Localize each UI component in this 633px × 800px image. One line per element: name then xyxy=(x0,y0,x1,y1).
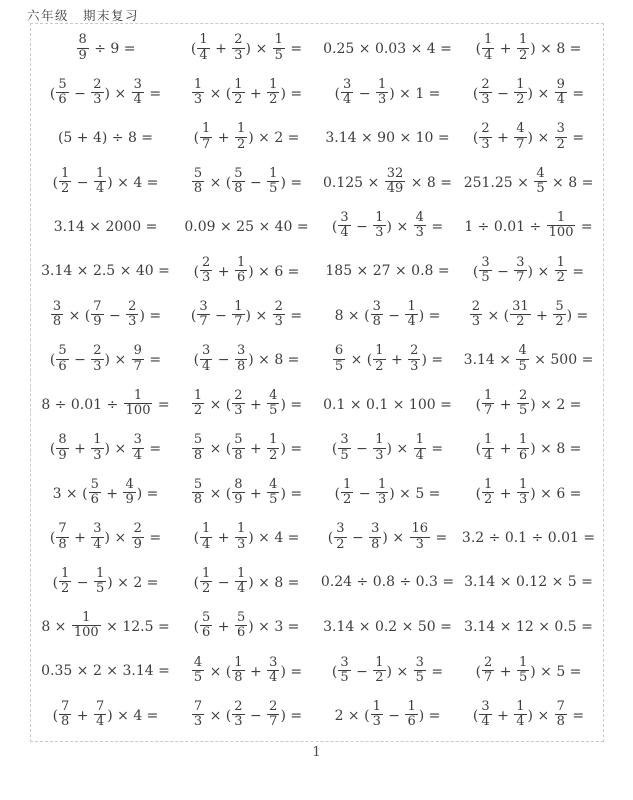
problem-row xyxy=(35,383,599,427)
math-expression: 8 ÷ 0.01 ÷ $\frac{1}{100}$ = xyxy=(41,387,170,419)
math-expression: 3.14 × 2000 = xyxy=(53,218,158,235)
math-expression: $\frac{5}{8}$ × ( $\frac{5}{8}$ + $\frac{1}{2}$ ) = xyxy=(193,432,303,463)
math-expression: ( $\frac{2}{3}$ + $\frac{4}{7}$ ) × $\frac{3}{2}$ = xyxy=(472,121,585,152)
math-expression: 3.14 × 90 × 10 = xyxy=(325,130,450,147)
fraction: $\frac{1}{2}$ xyxy=(518,32,528,63)
fraction: $\frac{1}{3}$ xyxy=(375,432,384,463)
math-expression: 3.14 × 0.2 × 50 = xyxy=(323,618,452,635)
fraction: $\frac{1}{3}$ xyxy=(193,76,203,108)
math-expression: ( $\frac{5}{6}$ + $\frac{5}{6}$ ) × 3 = xyxy=(193,610,300,641)
fraction: $\frac{4}{5}$ xyxy=(536,165,545,197)
fraction: $\frac{1}{4}$ xyxy=(516,698,525,730)
math-expression: ( $\frac{1}{2}$ − $\frac{1}{4}$ ) × 4 = xyxy=(52,165,159,197)
fraction: $\frac{3}{8}$ xyxy=(236,343,246,374)
fraction: $\frac{1}{2}$ xyxy=(343,476,352,508)
problem-row xyxy=(35,249,599,293)
math-expression: ( $\frac{5}{6}$ − $\frac{2}{3}$ ) × $\frac{3}{4}$ = xyxy=(49,76,162,108)
fraction: $\frac{5}{6}$ xyxy=(90,476,99,508)
problems-grid xyxy=(30,23,604,742)
problem-row xyxy=(35,71,599,115)
fraction: $\frac{1}{4}$ xyxy=(484,32,493,63)
fraction: $\frac{7}{8}$ xyxy=(556,698,565,730)
fraction: $\frac{4}{5}$ xyxy=(518,343,527,374)
fraction: $\frac{3}{4}$ xyxy=(93,521,102,552)
math-expression: ( $\frac{3}{4}$ − $\frac{1}{3}$ ) × 1 = xyxy=(334,76,441,108)
fraction: $\frac{1}{6}$ xyxy=(518,432,528,463)
math-expression: ( $\frac{3}{5}$ − $\frac{3}{7}$ ) × $\frac{1}{2}$ = xyxy=(472,254,585,285)
fraction: $\frac{3}{4}$ xyxy=(481,698,490,730)
fraction: $\frac{1}{2}$ xyxy=(556,254,565,285)
problem-row xyxy=(35,160,599,204)
fraction: $\frac{5}{8}$ xyxy=(234,165,243,197)
fraction: $\frac{1}{6}$ xyxy=(407,698,416,730)
math-expression: ( $\frac{2}{7}$ + $\frac{1}{5}$ ) × 5 = xyxy=(475,654,582,685)
math-expression: ( $\frac{5}{6}$ − $\frac{2}{3}$ ) × $\frac{9}{7}$ = xyxy=(49,343,162,374)
fraction: $\frac{1}{100}$ xyxy=(548,210,574,241)
fraction: $\frac{2}{3}$ xyxy=(202,254,211,285)
fraction: $\frac{7}{4}$ xyxy=(95,698,105,730)
fraction: $\frac{2}{3}$ xyxy=(234,32,243,63)
fraction: $\frac{1}{4}$ xyxy=(236,565,246,596)
fraction: $\frac{3}{8}$ xyxy=(371,521,380,552)
fraction: $\frac{3}{7}$ xyxy=(199,299,208,330)
math-expression: ( $\frac{1}{2}$ − $\frac{1}{4}$ ) × 8 = xyxy=(193,565,300,596)
math-expression: 0.09 × 25 × 40 = xyxy=(184,218,309,235)
math-expression: ( $\frac{1}{4}$ + $\frac{1}{6}$ ) × 8 = xyxy=(475,432,582,463)
math-expression: ( $\frac{7}{8}$ + $\frac{7}{4}$ ) × 4 = xyxy=(52,698,159,730)
math-expression: 3.14 × 12 × 0.5 = xyxy=(464,618,593,635)
fraction: $\frac{1}{2}$ xyxy=(269,432,278,463)
fraction: $\frac{3}{4}$ xyxy=(133,432,142,463)
math-expression: 8 × ( $\frac{3}{8}$ − $\frac{1}{4}$ ) = xyxy=(334,299,441,330)
page-number: 1 xyxy=(312,745,321,760)
math-expression: 8 × $\frac{1}{100}$ × 12.5 = xyxy=(41,610,170,641)
fraction: $\frac{32}{49}$ xyxy=(386,165,404,197)
fraction: $\frac{1}{5}$ xyxy=(269,165,278,197)
math-expression: 0.1 × 0.1 × 100 = xyxy=(323,396,452,413)
math-expression: $\frac{4}{5}$ × ( $\frac{1}{8}$ + $\frac{3}{4}$ ) = xyxy=(193,654,303,685)
problem-row xyxy=(35,649,599,693)
fraction: $\frac{9}{4}$ xyxy=(556,76,565,108)
fraction: $\frac{1}{5}$ xyxy=(95,565,105,596)
fraction: $\frac{1}{2}$ xyxy=(234,76,243,108)
problem-row xyxy=(35,338,599,382)
fraction: $\frac{4}{5}$ xyxy=(269,476,278,508)
fraction: $\frac{2}{3}$ xyxy=(471,299,481,330)
math-expression: $\frac{5}{8}$ × ( $\frac{8}{9}$ + $\frac{4}{5}$ ) = xyxy=(193,476,303,508)
fraction: $\frac{3}{5}$ xyxy=(340,654,349,685)
math-expression: 0.24 ÷ 0.8 ÷ 0.3 = xyxy=(320,574,455,591)
fraction: $\frac{7}{9}$ xyxy=(93,299,102,330)
fraction: $\frac{2}{5}$ xyxy=(518,387,528,419)
math-expression: 251.25 × $\frac{4}{5}$ × 8 = xyxy=(463,165,594,197)
math-expression: 0.35 × 2 × 3.14 = xyxy=(41,663,170,680)
problem-row xyxy=(35,27,599,71)
fraction: $\frac{1}{8}$ xyxy=(234,654,243,685)
fraction: $\frac{3}{4}$ xyxy=(340,210,349,241)
fraction: $\frac{4}{3}$ xyxy=(415,210,424,241)
fraction: $\frac{2}{3}$ xyxy=(93,76,102,108)
fraction: $\frac{1}{3}$ xyxy=(236,521,246,552)
problem-row xyxy=(35,605,599,649)
fraction: $\frac{1}{2}$ xyxy=(484,476,493,508)
problem-row xyxy=(35,205,599,249)
fraction: $\frac{6}{5}$ xyxy=(334,343,344,374)
fraction: $\frac{5}{6}$ xyxy=(236,610,246,641)
fraction: $\frac{1}{5}$ xyxy=(518,654,528,685)
math-expression: ( $\frac{3}{5}$ − $\frac{1}{2}$ ) × $\frac{3}{5}$ = xyxy=(331,654,444,685)
fraction: $\frac{2}{7}$ xyxy=(269,698,278,730)
fraction: $\frac{3}{7}$ xyxy=(516,254,525,285)
fraction: $\frac{2}{3}$ xyxy=(93,343,102,374)
fraction: $\frac{1}{3}$ xyxy=(93,432,102,463)
fraction: $\frac{3}{2}$ xyxy=(336,521,345,552)
fraction: $\frac{4}{5}$ xyxy=(193,654,203,685)
fraction: $\frac{3}{4}$ xyxy=(133,76,142,108)
math-expression: 3.14 × 0.12 × 5 = xyxy=(464,574,593,591)
fraction: $\frac{1}{7}$ xyxy=(234,299,243,330)
math-expression: ( $\frac{7}{8}$ + $\frac{3}{4}$ ) × $\frac{2}{9}$ = xyxy=(49,521,162,552)
fraction: $\frac{7}{8}$ xyxy=(61,698,70,730)
fraction: $\frac{16}{3}$ xyxy=(411,521,429,552)
fraction: $\frac{1}{2}$ xyxy=(202,565,211,596)
fraction: $\frac{8}{9}$ xyxy=(78,32,87,63)
fraction: $\frac{3}{4}$ xyxy=(343,76,352,108)
fraction: $\frac{8}{9}$ xyxy=(58,432,67,463)
fraction: $\frac{1}{2}$ xyxy=(375,654,384,685)
fraction: $\frac{1}{3}$ xyxy=(372,698,381,730)
fraction: $\frac{7}{8}$ xyxy=(58,521,67,552)
math-expression: ( $\frac{1}{2}$ − $\frac{1}{3}$ ) × 5 = xyxy=(334,476,441,508)
fraction: $\frac{4}{5}$ xyxy=(269,387,278,419)
fraction: $\frac{7}{3}$ xyxy=(193,698,203,730)
fraction: $\frac{3}{8}$ xyxy=(372,299,381,330)
fraction: $\frac{3}{4}$ xyxy=(269,654,278,685)
math-expression: 3 × ( $\frac{5}{6}$ + $\frac{4}{9}$ ) = xyxy=(52,476,159,508)
math-expression: 1 ÷ 0.01 ÷ $\frac{1}{100}$ = xyxy=(464,210,593,241)
fraction: $\frac{1}{100}$ xyxy=(125,387,151,419)
fraction: $\frac{3}{8}$ xyxy=(52,299,62,330)
fraction: $\frac{5}{6}$ xyxy=(58,76,67,108)
fraction: $\frac{1}{2}$ xyxy=(236,121,246,152)
fraction: $\frac{1}{4}$ xyxy=(415,432,424,463)
fraction: $\frac{1}{2}$ xyxy=(193,387,203,419)
problem-row xyxy=(35,471,599,515)
math-expression: ( $\frac{1}{7}$ + $\frac{1}{2}$ ) × 2 = xyxy=(193,121,300,152)
math-expression: $\frac{8}{9}$ ÷ 9 = xyxy=(78,32,136,63)
fraction: $\frac{2}{3}$ xyxy=(481,121,490,152)
math-expression: ( $\frac{2}{3}$ + $\frac{1}{6}$ ) × 6 = xyxy=(193,254,300,285)
fraction: $\frac{3}{5}$ xyxy=(481,254,490,285)
math-expression: ( $\frac{1}{4}$ + $\frac{2}{3}$ ) × $\frac{1}{5}$ = xyxy=(190,32,303,63)
fraction: $\frac{1}{3}$ xyxy=(377,476,387,508)
fraction: $\frac{5}{8}$ xyxy=(193,432,203,463)
fraction: $\frac{1}{2}$ xyxy=(61,565,70,596)
math-expression: 0.125 × $\frac{32}{49}$ × 8 = xyxy=(323,165,452,197)
problem-row xyxy=(35,427,599,471)
math-expression: ( $\frac{1}{4}$ + $\frac{1}{3}$ ) × 4 = xyxy=(193,521,300,552)
fraction: $\frac{1}{2}$ xyxy=(375,343,384,374)
fraction: $\frac{1}{5}$ xyxy=(274,32,283,63)
fraction: $\frac{3}{5}$ xyxy=(415,654,424,685)
math-expression: (5 + 4) ÷ 8 = xyxy=(57,130,154,147)
fraction: $\frac{3}{2}$ xyxy=(556,121,565,152)
page-title: 六年级 期末复习 xyxy=(27,9,140,23)
math-expression: $\frac{1}{2}$ × ( $\frac{2}{3}$ + $\frac{4}{5}$ ) = xyxy=(193,387,303,419)
math-expression: 3.14 × 2.5 × 40 = xyxy=(41,263,170,280)
math-expression: ( $\frac{1}{7}$ + $\frac{2}{5}$ ) × 2 = xyxy=(475,387,582,419)
math-expression: $\frac{1}{3}$ × ( $\frac{1}{2}$ + $\frac{1}{2}$ ) = xyxy=(193,76,303,108)
math-expression: ( $\frac{8}{9}$ + $\frac{1}{3}$ ) × $\frac{3}{4}$ = xyxy=(49,432,162,463)
math-expression: ( $\frac{1}{2}$ − $\frac{1}{5}$ ) × 2 = xyxy=(52,565,159,596)
fraction: $\frac{5}{8}$ xyxy=(193,476,203,508)
math-expression: $\frac{3}{8}$ × ( $\frac{7}{9}$ − $\frac{2}{3}$ ) = xyxy=(52,299,162,330)
fraction: $\frac{1}{6}$ xyxy=(236,254,246,285)
fraction: $\frac{2}{3}$ xyxy=(234,698,243,730)
fraction: $\frac{1}{2}$ xyxy=(61,165,70,197)
problem-row xyxy=(35,116,599,160)
math-expression: ( $\frac{3}{4}$ − $\frac{3}{8}$ ) × 8 = xyxy=(193,343,300,374)
fraction: $\frac{9}{7}$ xyxy=(133,343,142,374)
fraction: $\frac{4}{7}$ xyxy=(516,121,525,152)
fraction: $\frac{2}{3}$ xyxy=(234,387,243,419)
math-expression: ( $\frac{1}{4}$ + $\frac{1}{2}$ ) × 8 = xyxy=(475,32,582,63)
fraction: $\frac{1}{4}$ xyxy=(95,165,105,197)
math-expression: 2 × ( $\frac{1}{3}$ − $\frac{1}{6}$ ) = xyxy=(334,698,441,730)
fraction: $\frac{2}{9}$ xyxy=(133,521,142,552)
math-expression: ( $\frac{3}{7}$ − $\frac{1}{7}$ ) × $\frac{2}{3}$ = xyxy=(190,299,303,330)
math-expression: 0.25 × 0.03 × 4 = xyxy=(323,41,452,58)
fraction: $\frac{8}{9}$ xyxy=(234,476,243,508)
fraction: $\frac{1}{4}$ xyxy=(202,521,211,552)
math-expression: ( $\frac{1}{2}$ + $\frac{1}{3}$ ) × 6 = xyxy=(475,476,582,508)
math-expression: $\frac{5}{8}$ × ( $\frac{5}{8}$ − $\frac{1}{5}$ ) = xyxy=(193,165,303,197)
math-expression: ( $\frac{2}{3}$ − $\frac{1}{2}$ ) × $\frac{9}{4}$ = xyxy=(472,76,585,108)
fraction: $\frac{1}{2}$ xyxy=(516,76,525,108)
fraction: $\frac{5}{8}$ xyxy=(193,165,203,197)
math-expression: ( $\frac{3}{2}$ − $\frac{3}{8}$ ) × $\frac{16}{3}$ = xyxy=(327,521,448,552)
fraction: $\frac{2}{3}$ xyxy=(274,299,283,330)
math-expression: ( $\frac{3}{5}$ − $\frac{1}{3}$ ) × $\frac{1}{4}$ = xyxy=(331,432,444,463)
fraction: $\frac{1}{4}$ xyxy=(199,32,208,63)
problem-row xyxy=(35,560,599,604)
math-expression: ( $\frac{3}{4}$ + $\frac{1}{4}$ ) × $\frac{7}{8}$ = xyxy=(472,698,585,730)
fraction: $\frac{5}{6}$ xyxy=(202,610,211,641)
fraction: $\frac{1}{3}$ xyxy=(375,210,384,241)
math-expression: $\frac{2}{3}$ × ( $\frac{31}{2}$ + $\frac{5}{2}$ ) = xyxy=(471,299,589,330)
fraction: $\frac{1}{3}$ xyxy=(518,476,528,508)
math-expression: $\frac{7}{3}$ × ( $\frac{2}{3}$ − $\frac{2}{7}$ ) = xyxy=(193,698,303,730)
fraction: $\frac{5}{2}$ xyxy=(555,299,564,330)
fraction: $\frac{1}{4}$ xyxy=(484,432,493,463)
problem-row xyxy=(35,294,599,338)
fraction: $\frac{1}{4}$ xyxy=(407,299,416,330)
fraction: $\frac{2}{7}$ xyxy=(484,654,493,685)
fraction: $\frac{3}{4}$ xyxy=(202,343,211,374)
problem-row xyxy=(35,516,599,560)
math-expression: $\frac{6}{5}$ × ( $\frac{1}{2}$ + $\frac{2}{3}$ ) = xyxy=(334,343,444,374)
fraction: $\frac{1}{7}$ xyxy=(202,121,211,152)
fraction: $\frac{2}{3}$ xyxy=(410,343,419,374)
fraction: $\frac{4}{9}$ xyxy=(125,476,134,508)
fraction: $\frac{2}{3}$ xyxy=(128,299,137,330)
fraction: $\frac{2}{3}$ xyxy=(481,76,490,108)
fraction: $\frac{1}{100}$ xyxy=(73,610,99,641)
math-expression: 3.2 ÷ 0.1 ÷ 0.01 = xyxy=(461,530,596,547)
fraction: $\frac{3}{5}$ xyxy=(340,432,349,463)
fraction: $\frac{1}{3}$ xyxy=(377,76,387,108)
math-expression: 185 × 27 × 0.8 = xyxy=(325,263,450,280)
fraction: $\frac{1}{2}$ xyxy=(269,76,278,108)
fraction: $\frac{5}{6}$ xyxy=(58,343,67,374)
fraction: $\frac{31}{2}$ xyxy=(512,299,529,330)
math-expression: 3.14 × $\frac{4}{5}$ × 500 = xyxy=(463,343,594,374)
fraction: $\frac{5}{8}$ xyxy=(234,432,243,463)
fraction: $\frac{1}{7}$ xyxy=(484,387,493,419)
problem-row xyxy=(35,694,599,738)
math-expression: ( $\frac{3}{4}$ − $\frac{1}{3}$ ) × $\frac{4}{3}$ = xyxy=(331,210,444,241)
